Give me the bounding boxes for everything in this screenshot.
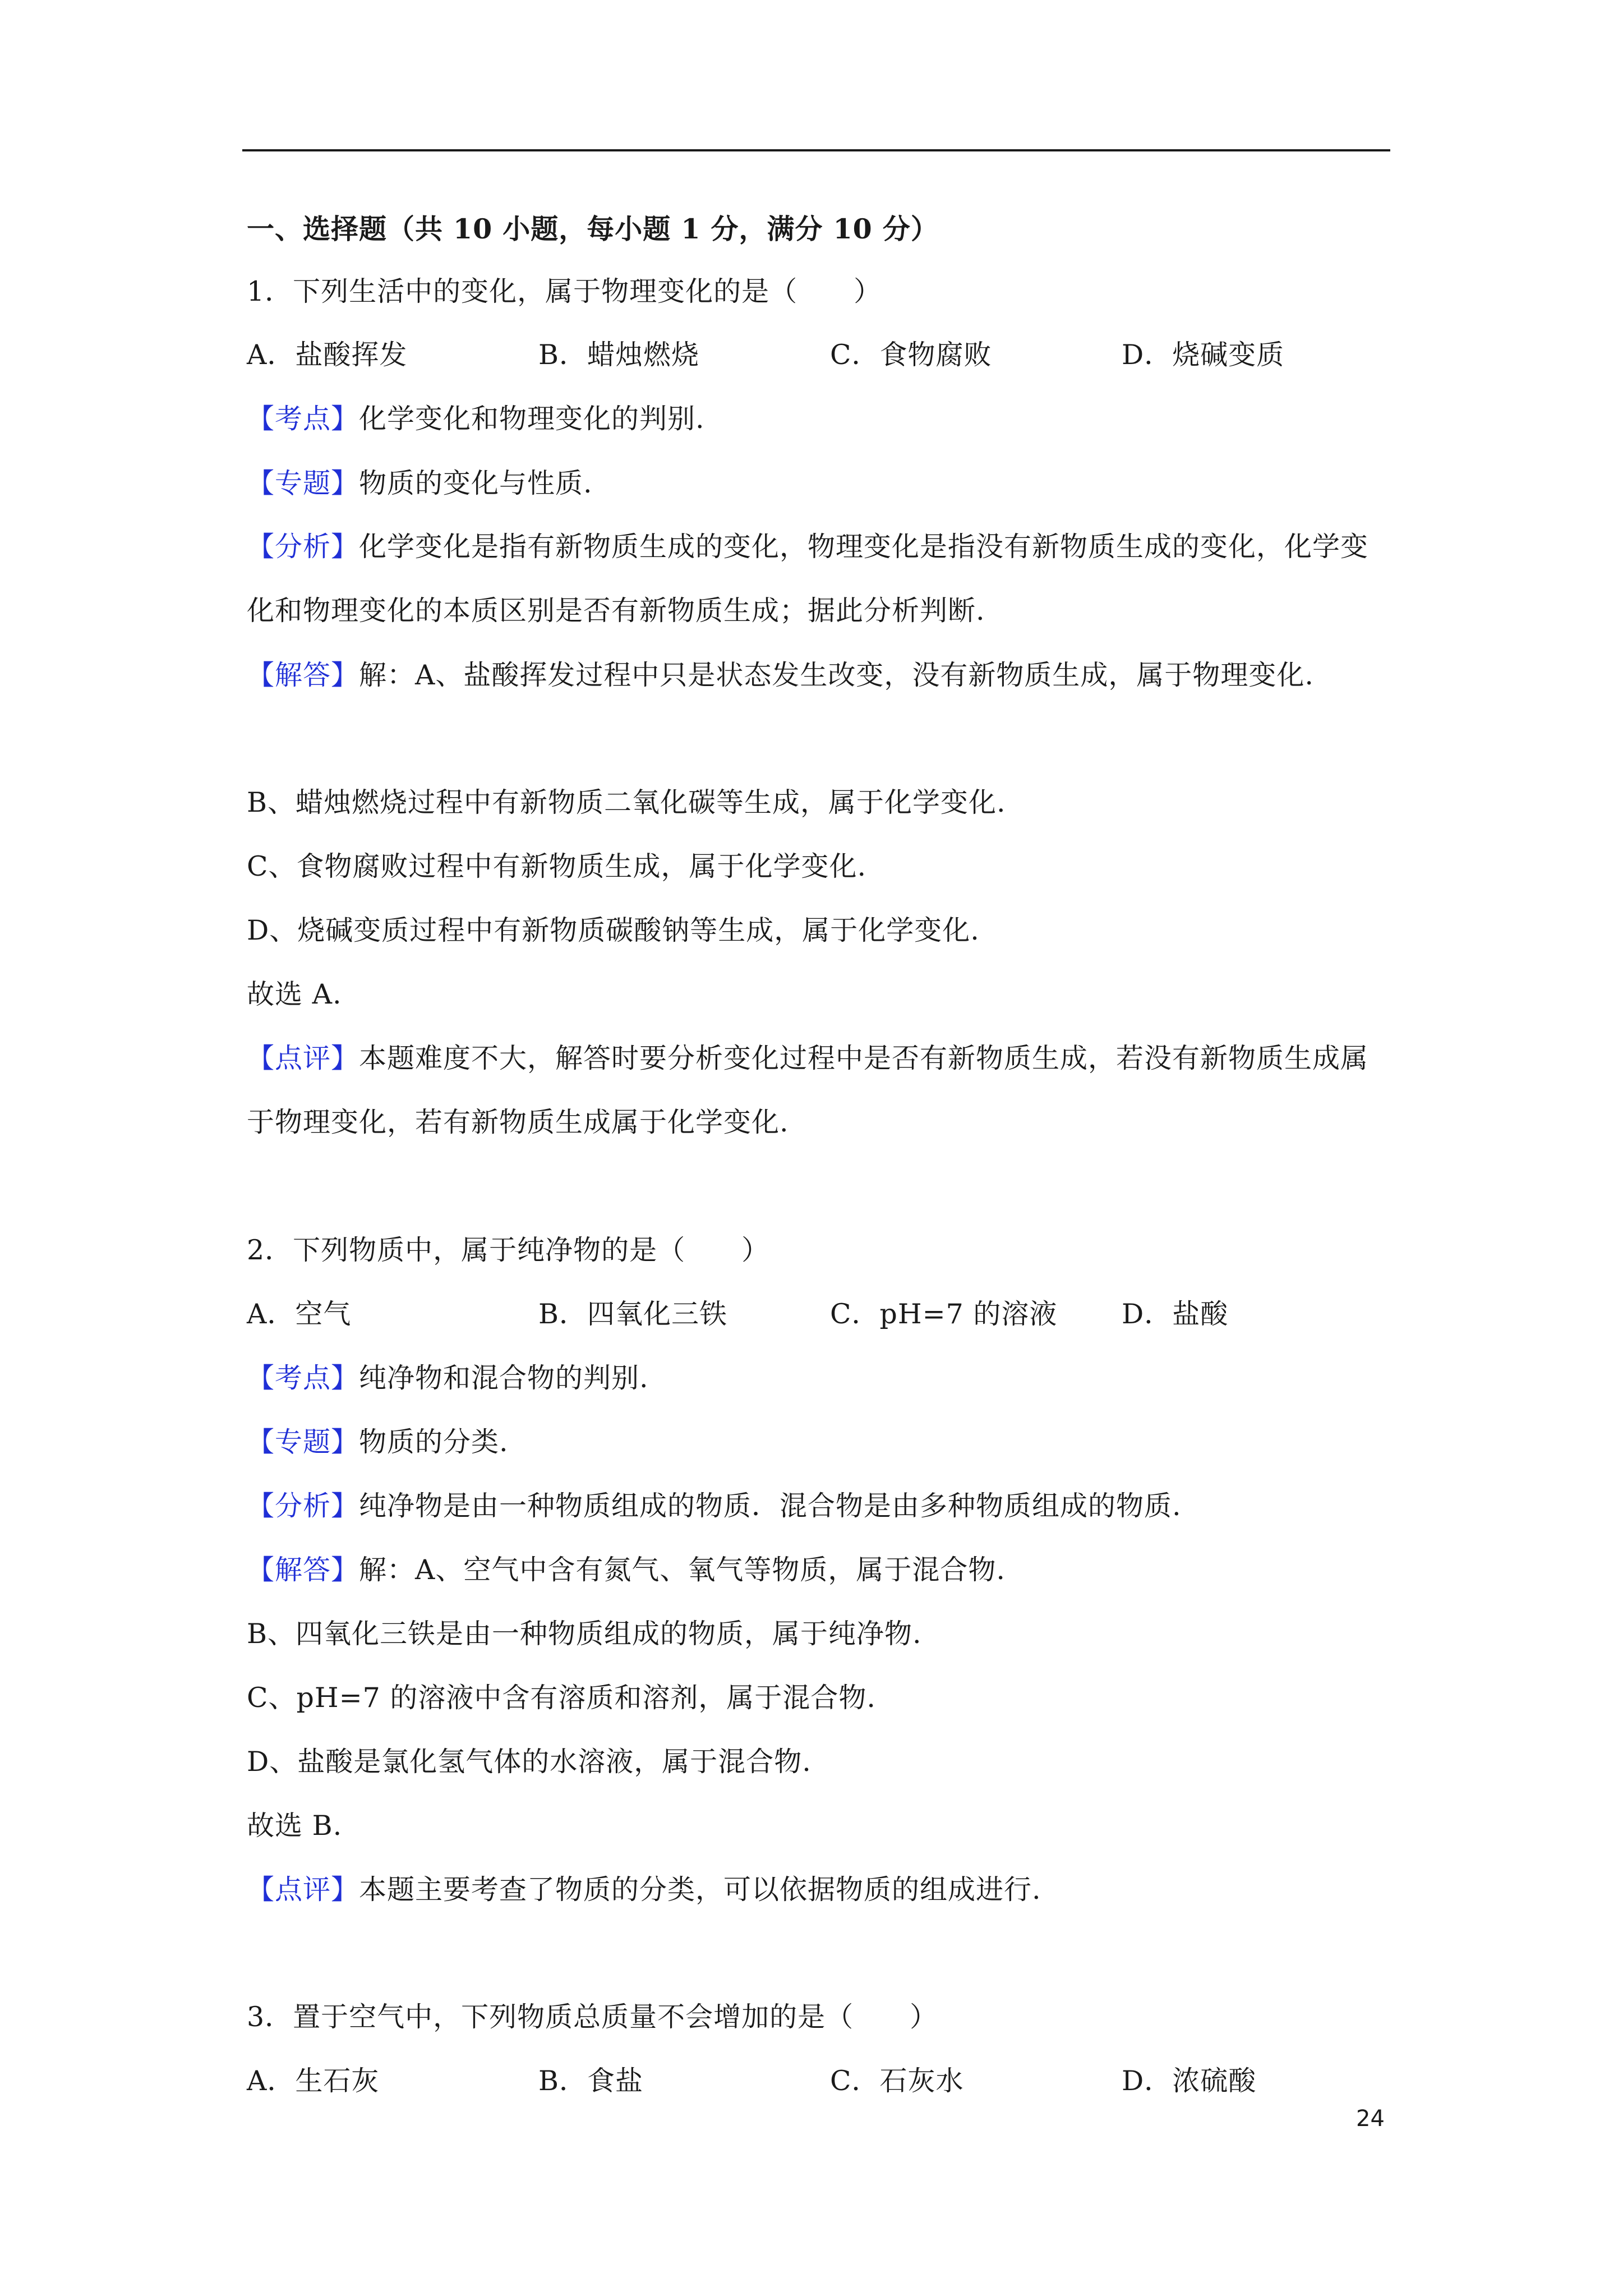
question-2-kaodian — [247, 1361, 649, 1395]
fenxi-label: 【分析】 — [247, 531, 359, 563]
dianping-label: 【点评】 — [247, 1874, 359, 1906]
question-1-fenxi-cont: 化和物理变化的本质区别是否有新物质生成；据此分析判断. — [247, 595, 985, 627]
dianping-text: 本题主要考查了物质的分类，可以依据物质的组成进行. — [359, 1874, 1041, 1906]
question-3-option-a: A．生石灰 — [247, 2065, 380, 2097]
kaodian-text: 纯净物和混合物的判别. — [359, 1362, 649, 1394]
question-3-stem: 3．置于空气中，下列物质总质量不会增加的是（ ） — [247, 2001, 938, 2033]
zhuanti-text: 物质的变化与性质. — [359, 467, 593, 499]
question-1-jieda-c: C、食物腐败过程中有新物质生成，属于化学变化. — [247, 850, 867, 882]
question-1-kaodian — [247, 402, 705, 436]
question-1-option-b: B．蜡烛燃烧 — [538, 339, 700, 371]
question-3-option-d: D．浓硫酸 — [1122, 2065, 1257, 2097]
fenxi-text: 化学变化是指有新物质生成的变化，物理变化是指没有新物质生成的变化，化学变 — [359, 531, 1369, 563]
question-1-dianping — [247, 1042, 1368, 1075]
jieda-text: 解：A、盐酸挥发过程中只是状态发生改变，没有新物质生成，属于物理变化. — [359, 659, 1314, 691]
question-2-jieda — [247, 1553, 1006, 1587]
question-2-jieda-c: C、pH=7 的溶液中含有溶质和溶剂，属于混合物. — [247, 1682, 876, 1714]
jieda-text: 解：A、空气中含有氮气、氧气等物质，属于混合物. — [359, 1554, 1006, 1586]
jieda-label: 【解答】 — [247, 659, 359, 691]
section-header: 一、选择题（共 10 小题，每小题 1 分，满分 10 分） — [247, 213, 939, 245]
question-3-option-b: B．食盐 — [538, 2065, 644, 2097]
question-1-fenxi — [247, 530, 1368, 564]
question-2-zhuanti — [247, 1425, 509, 1459]
question-1-answer: 故选 A. — [247, 978, 342, 1010]
page-number: 24 — [1356, 2106, 1385, 2132]
kaodian-label: 【考点】 — [247, 403, 359, 435]
question-2-stem: 2．下列物质中，属于纯净物的是（ ） — [247, 1234, 770, 1266]
question-2-option-d: D．盐酸 — [1122, 1298, 1229, 1330]
kaodian-text: 化学变化和物理变化的判别. — [359, 403, 705, 435]
question-1-jieda-b: B、蜡烛燃烧过程中有新物质二氧化碳等生成，属于化学变化. — [247, 786, 1006, 818]
question-2-option-b: B．四氧化三铁 — [538, 1298, 728, 1330]
question-2-option-a: A．空气 — [247, 1298, 352, 1330]
header-rule — [242, 149, 1390, 151]
question-1-stem: 1．下列生活中的变化，属于物理变化的是（ ） — [247, 275, 882, 307]
zhuanti-label: 【专题】 — [247, 467, 359, 499]
question-2-jieda-b: B、四氧化三铁是由一种物质组成的物质，属于纯净物. — [247, 1618, 922, 1650]
jieda-label: 【解答】 — [247, 1554, 359, 1586]
question-2-jieda-d: D、盐酸是氯化氢气体的水溶液，属于混合物. — [247, 1746, 811, 1778]
question-2-fenxi — [247, 1489, 1182, 1523]
question-3-option-c: C．石灰水 — [830, 2065, 964, 2097]
question-1-zhuanti — [247, 467, 593, 500]
fenxi-text: 纯净物是由一种物质组成的物质．混合物是由多种物质组成的物质. — [359, 1490, 1182, 1522]
question-2-answer: 故选 B. — [247, 1810, 343, 1842]
dianping-text: 本题难度不大，解答时要分析变化过程中是否有新物质生成，若没有新物质生成属 — [359, 1042, 1369, 1074]
question-1-jieda — [247, 659, 1314, 692]
question-1-dianping-cont: 于物理变化，若有新物质生成属于化学变化. — [247, 1106, 789, 1138]
question-1-option-d: D．烧碱变质 — [1122, 339, 1285, 371]
zhuanti-text: 物质的分类. — [359, 1426, 509, 1458]
question-1-jieda-d: D、烧碱变质过程中有新物质碳酸钠等生成，属于化学变化. — [247, 914, 980, 946]
fenxi-label: 【分析】 — [247, 1490, 359, 1522]
kaodian-label: 【考点】 — [247, 1362, 359, 1394]
zhuanti-label: 【专题】 — [247, 1426, 359, 1458]
dianping-label: 【点评】 — [247, 1042, 359, 1074]
question-2-option-c: C．pH=7 的溶液 — [830, 1298, 1058, 1330]
question-2-dianping — [247, 1873, 1041, 1907]
question-1-option-a: A．盐酸挥发 — [247, 339, 408, 371]
question-1-option-c: C．食物腐败 — [830, 339, 992, 371]
